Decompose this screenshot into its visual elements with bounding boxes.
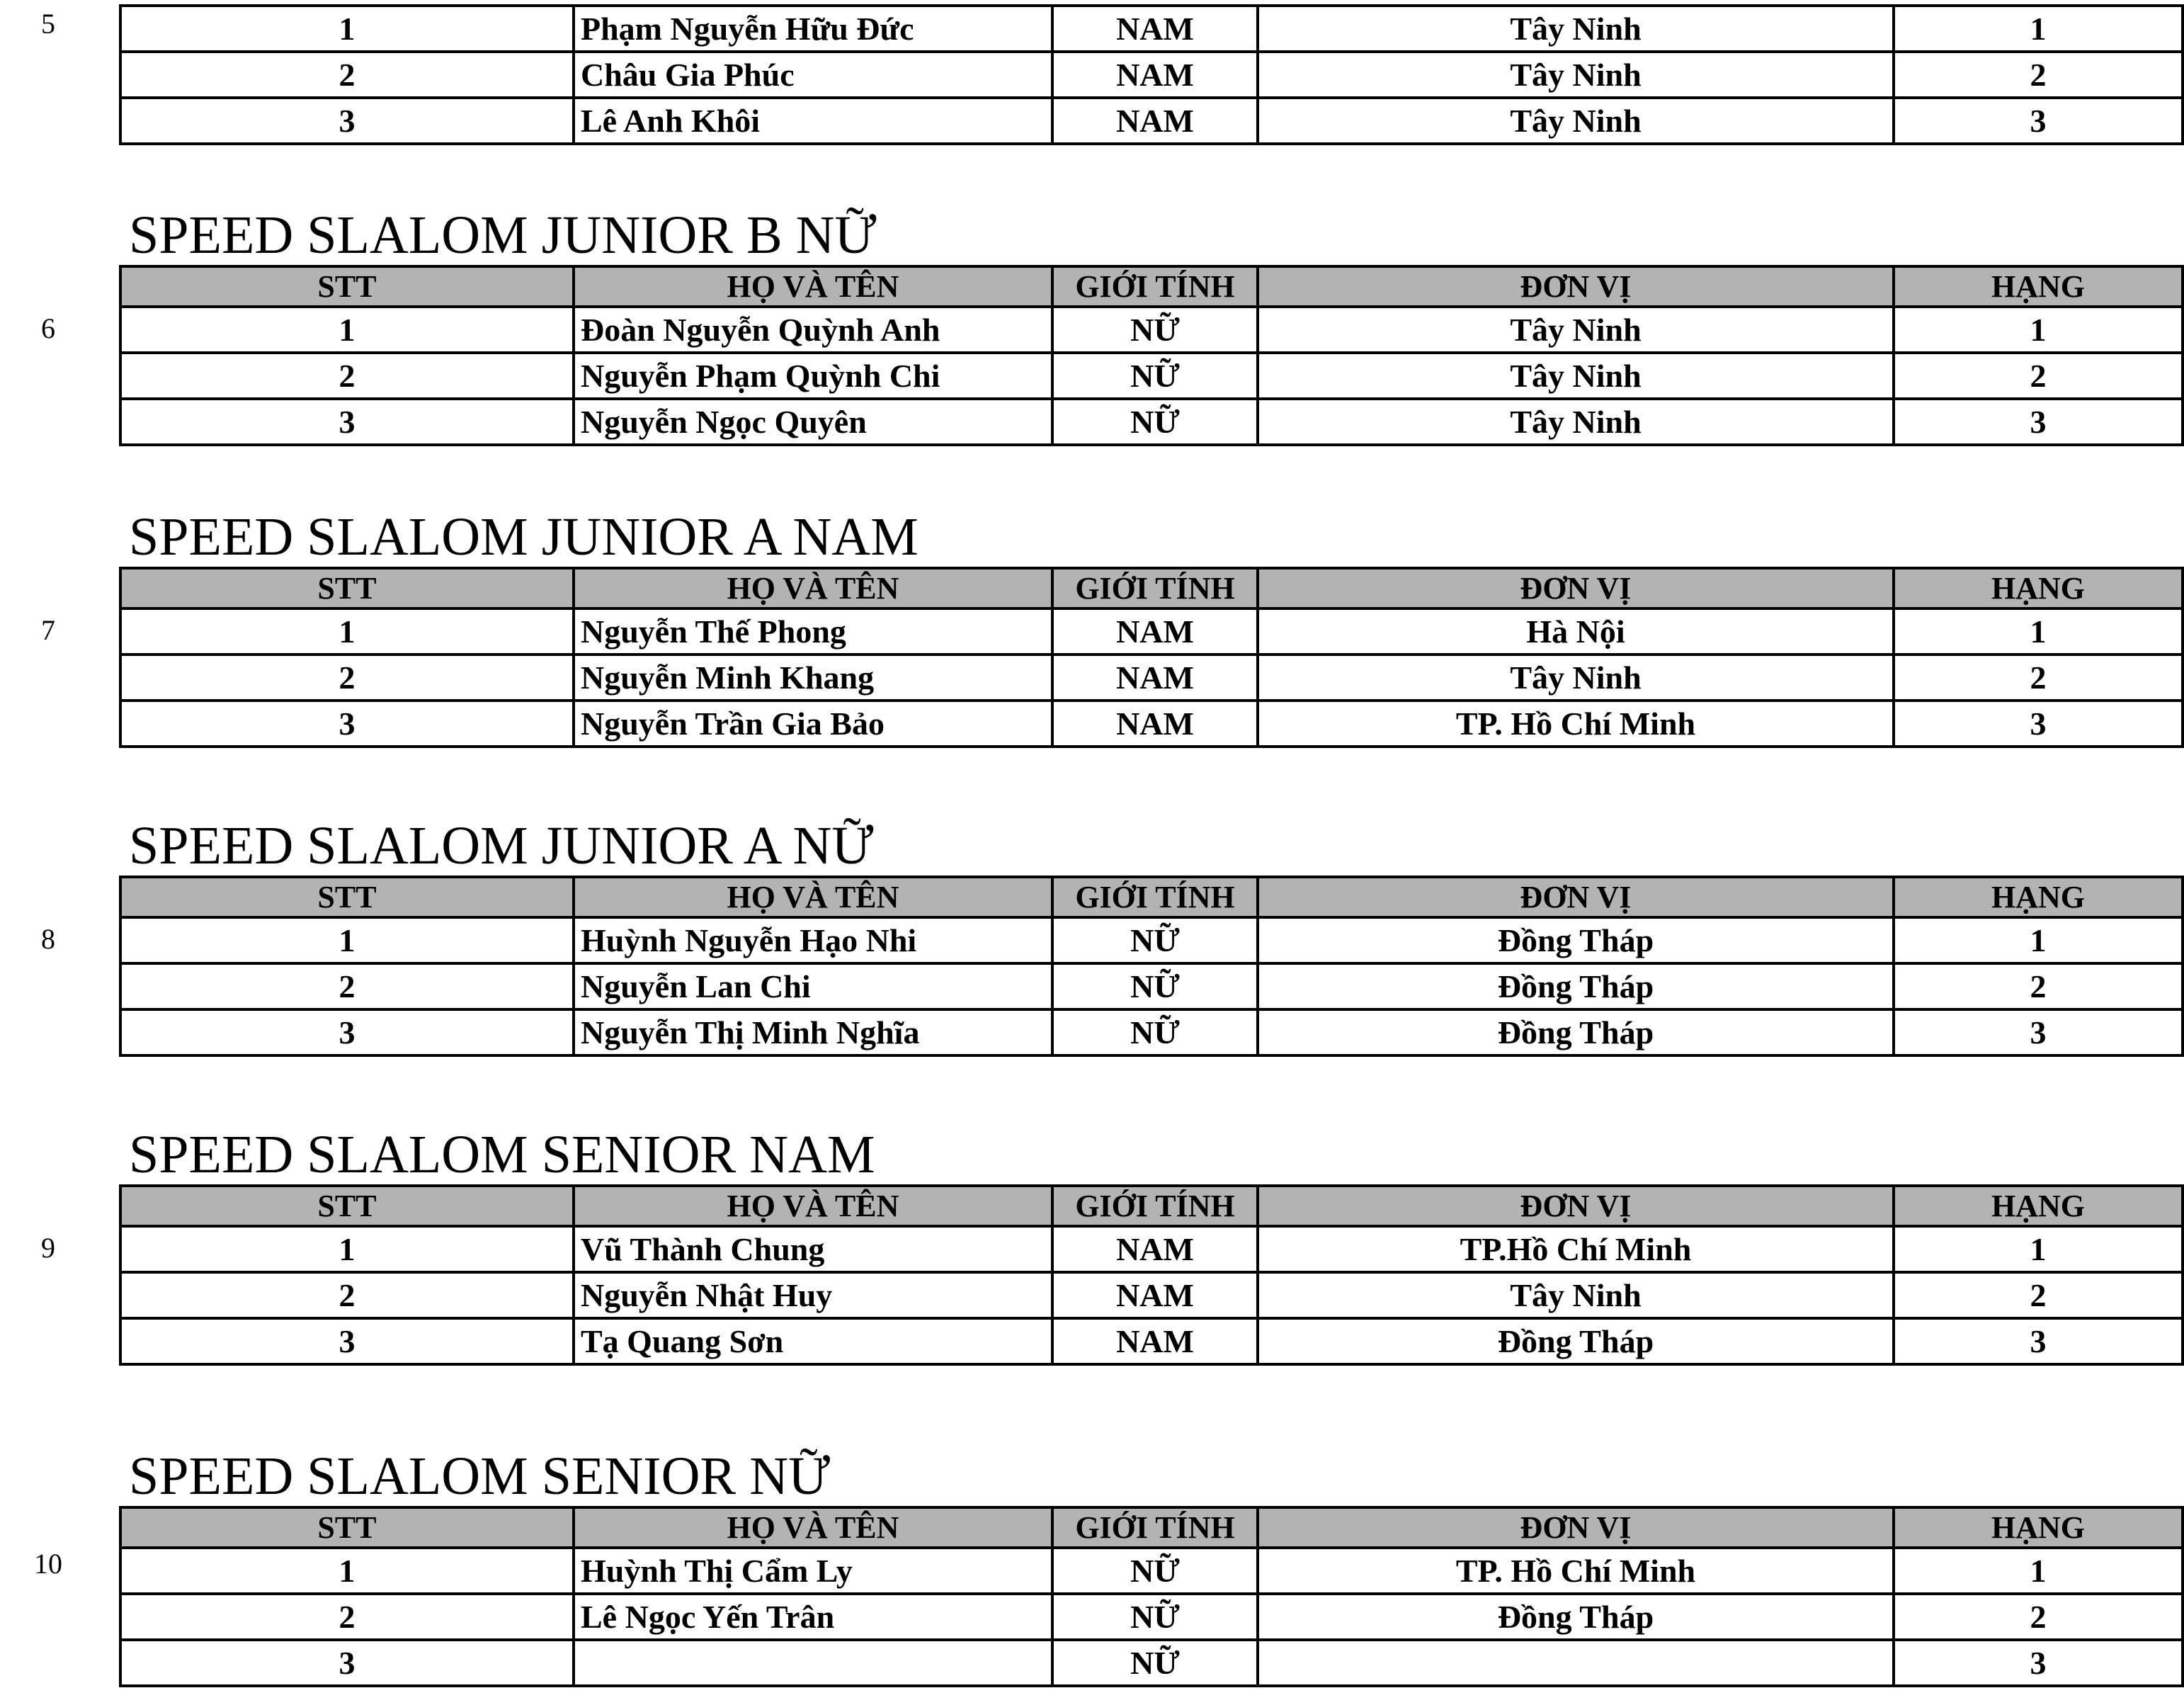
results-section <box>119 507 2181 748</box>
gender-cell: NỮ <box>1052 1640 1258 1686</box>
rank-cell: 1 <box>1894 1548 2183 1594</box>
header-stt: STT <box>120 1507 574 1548</box>
header-unit: ĐƠN VỊ <box>1258 568 1894 608</box>
rank-cell: 1 <box>1894 608 2183 655</box>
section-number: 5 <box>41 8 55 40</box>
rank-cell: 2 <box>1894 1272 2183 1318</box>
unit-cell: TP. Hồ Chí Minh <box>1258 1548 1894 1594</box>
name-cell: Nguyễn Thị Minh Nghĩa <box>574 1009 1052 1055</box>
results-table <box>119 1506 2184 1687</box>
gender-cell: NAM <box>1052 1226 1258 1272</box>
gender-cell: NAM <box>1052 98 1258 144</box>
table-header-row <box>120 568 2183 608</box>
table-row <box>120 963 2183 1009</box>
section-title: SPEED SLALOM JUNIOR B NỮ <box>129 205 877 265</box>
rank-cell: 3 <box>1894 701 2183 747</box>
name-cell: Lê Anh Khôi <box>574 98 1052 144</box>
table-header-row <box>120 1507 2183 1548</box>
name-cell: Nguyễn Trần Gia Bảo <box>574 701 1052 747</box>
section-number: 8 <box>41 923 55 955</box>
unit-cell: Đồng Tháp <box>1258 1009 1894 1055</box>
results-section <box>119 205 2181 446</box>
rank-cell: 2 <box>1894 1594 2183 1640</box>
table-row <box>120 1640 2183 1686</box>
section-number: 10 <box>34 1548 62 1580</box>
results-table <box>119 567 2184 748</box>
gender-cell: NAM <box>1052 608 1258 655</box>
stt-cell: 1 <box>120 1226 574 1272</box>
rank-cell: 2 <box>1894 52 2183 98</box>
table-row <box>120 1318 2183 1364</box>
gender-cell: NỮ <box>1052 307 1258 353</box>
header-gender: GIỚI TÍNH <box>1052 266 1258 307</box>
table-row <box>120 6 2183 52</box>
header-name: HỌ VÀ TÊN <box>574 1507 1052 1548</box>
name-cell: Phạm Nguyễn Hữu Đức <box>574 6 1052 52</box>
rank-cell: 2 <box>1894 655 2183 701</box>
unit-cell: Đồng Tháp <box>1258 1318 1894 1364</box>
header-rank: HẠNG <box>1894 1186 2183 1226</box>
stt-cell: 2 <box>120 52 574 98</box>
section-title: SPEED SLALOM JUNIOR A NỮ <box>129 816 874 876</box>
stt-cell: 3 <box>120 98 574 144</box>
table-row <box>120 608 2183 655</box>
stt-cell: 2 <box>120 1594 574 1640</box>
header-unit: ĐƠN VỊ <box>1258 1186 1894 1226</box>
rank-cell: 3 <box>1894 399 2183 445</box>
gender-cell: NAM <box>1052 1318 1258 1364</box>
table-row <box>120 1009 2183 1055</box>
unit-cell <box>1258 1640 1894 1686</box>
stt-cell: 1 <box>120 307 574 353</box>
table-row <box>120 1272 2183 1318</box>
section-number: 7 <box>41 614 55 646</box>
table-row <box>120 1594 2183 1640</box>
rank-cell: 2 <box>1894 353 2183 399</box>
table-header-row <box>120 877 2183 917</box>
stt-cell: 2 <box>120 1272 574 1318</box>
header-gender: GIỚI TÍNH <box>1052 568 1258 608</box>
table-row <box>120 917 2183 963</box>
unit-cell: Tây Ninh <box>1258 6 1894 52</box>
table-row <box>120 1226 2183 1272</box>
stt-cell: 3 <box>120 1318 574 1364</box>
header-rank: HẠNG <box>1894 877 2183 917</box>
name-cell: Huỳnh Thị Cẩm Ly <box>574 1548 1052 1594</box>
rank-cell: 3 <box>1894 1009 2183 1055</box>
section-title: SPEED SLALOM JUNIOR A NAM <box>129 507 918 567</box>
stt-cell: 2 <box>120 655 574 701</box>
table-row <box>120 1548 2183 1594</box>
stt-cell: 3 <box>120 1640 574 1686</box>
table-header-row <box>120 266 2183 307</box>
stt-cell: 1 <box>120 1548 574 1594</box>
table-row <box>120 353 2183 399</box>
section-number: 9 <box>41 1232 55 1264</box>
section-number: 6 <box>41 312 55 344</box>
stt-cell: 3 <box>120 399 574 445</box>
header-rank: HẠNG <box>1894 1507 2183 1548</box>
name-cell <box>574 1640 1052 1686</box>
results-section <box>119 4 2181 145</box>
stt-cell: 1 <box>120 608 574 655</box>
name-cell: Đoàn Nguyễn Quỳnh Anh <box>574 307 1052 353</box>
unit-cell: Tây Ninh <box>1258 52 1894 98</box>
name-cell: Nguyễn Lan Chi <box>574 963 1052 1009</box>
rank-cell: 1 <box>1894 1226 2183 1272</box>
gender-cell: NAM <box>1052 701 1258 747</box>
gender-cell: NỮ <box>1052 399 1258 445</box>
table-row <box>120 307 2183 353</box>
name-cell: Nguyễn Nhật Huy <box>574 1272 1052 1318</box>
gender-cell: NAM <box>1052 1272 1258 1318</box>
gender-cell: NỮ <box>1052 353 1258 399</box>
header-gender: GIỚI TÍNH <box>1052 877 1258 917</box>
name-cell: Lê Ngọc Yến Trân <box>574 1594 1052 1640</box>
header-stt: STT <box>120 1186 574 1226</box>
section-title: SPEED SLALOM SENIOR NỮ <box>129 1446 831 1506</box>
table-row <box>120 655 2183 701</box>
header-rank: HẠNG <box>1894 266 2183 307</box>
table-row <box>120 701 2183 747</box>
header-gender: GIỚI TÍNH <box>1052 1507 1258 1548</box>
unit-cell: Đồng Tháp <box>1258 963 1894 1009</box>
results-table <box>119 4 2184 145</box>
results-table <box>119 876 2184 1057</box>
unit-cell: Tây Ninh <box>1258 98 1894 144</box>
gender-cell: NAM <box>1052 6 1258 52</box>
name-cell: Vũ Thành Chung <box>574 1226 1052 1272</box>
unit-cell: Đồng Tháp <box>1258 917 1894 963</box>
results-table <box>119 265 2184 446</box>
header-name: HỌ VÀ TÊN <box>574 266 1052 307</box>
unit-cell: Đồng Tháp <box>1258 1594 1894 1640</box>
rank-cell: 2 <box>1894 963 2183 1009</box>
header-stt: STT <box>120 266 574 307</box>
name-cell: Nguyễn Phạm Quỳnh Chi <box>574 353 1052 399</box>
gender-cell: NỮ <box>1052 1594 1258 1640</box>
rank-cell: 3 <box>1894 1318 2183 1364</box>
rank-cell: 1 <box>1894 6 2183 52</box>
unit-cell: Tây Ninh <box>1258 399 1894 445</box>
name-cell: Châu Gia Phúc <box>574 52 1052 98</box>
name-cell: Huỳnh Nguyễn Hạo Nhi <box>574 917 1052 963</box>
gender-cell: NỮ <box>1052 917 1258 963</box>
header-name: HỌ VÀ TÊN <box>574 568 1052 608</box>
table-header-row <box>120 1186 2183 1226</box>
header-name: HỌ VÀ TÊN <box>574 1186 1052 1226</box>
gender-cell: NỮ <box>1052 963 1258 1009</box>
table-row <box>120 52 2183 98</box>
header-rank: HẠNG <box>1894 568 2183 608</box>
section-title: SPEED SLALOM SENIOR NAM <box>129 1125 875 1184</box>
rank-cell: 1 <box>1894 917 2183 963</box>
name-cell: Nguyễn Minh Khang <box>574 655 1052 701</box>
table-row <box>120 98 2183 144</box>
stt-cell: 3 <box>120 1009 574 1055</box>
results-section <box>119 1125 2181 1366</box>
results-section <box>119 1446 2181 1687</box>
gender-cell: NAM <box>1052 655 1258 701</box>
header-stt: STT <box>120 877 574 917</box>
name-cell: Tạ Quang Sơn <box>574 1318 1052 1364</box>
unit-cell: Tây Ninh <box>1258 655 1894 701</box>
rank-cell: 3 <box>1894 1640 2183 1686</box>
gender-cell: NỮ <box>1052 1548 1258 1594</box>
unit-cell: Tây Ninh <box>1258 307 1894 353</box>
unit-cell: TP. Hồ Chí Minh <box>1258 701 1894 747</box>
stt-cell: 2 <box>120 963 574 1009</box>
header-gender: GIỚI TÍNH <box>1052 1186 1258 1226</box>
stt-cell: 3 <box>120 701 574 747</box>
header-unit: ĐƠN VỊ <box>1258 877 1894 917</box>
gender-cell: NAM <box>1052 52 1258 98</box>
rank-cell: 3 <box>1894 98 2183 144</box>
stt-cell: 1 <box>120 6 574 52</box>
header-stt: STT <box>120 568 574 608</box>
unit-cell: Hà Nội <box>1258 608 1894 655</box>
header-unit: ĐƠN VỊ <box>1258 266 1894 307</box>
rank-cell: 1 <box>1894 307 2183 353</box>
results-section <box>119 816 2181 1057</box>
name-cell: Nguyễn Ngọc Quyên <box>574 399 1052 445</box>
unit-cell: Tây Ninh <box>1258 1272 1894 1318</box>
name-cell: Nguyễn Thế Phong <box>574 608 1052 655</box>
header-name: HỌ VÀ TÊN <box>574 877 1052 917</box>
header-unit: ĐƠN VỊ <box>1258 1507 1894 1548</box>
unit-cell: Tây Ninh <box>1258 353 1894 399</box>
results-table <box>119 1184 2184 1366</box>
stt-cell: 2 <box>120 353 574 399</box>
table-row <box>120 399 2183 445</box>
unit-cell: TP.Hồ Chí Minh <box>1258 1226 1894 1272</box>
stt-cell: 1 <box>120 917 574 963</box>
gender-cell: NỮ <box>1052 1009 1258 1055</box>
